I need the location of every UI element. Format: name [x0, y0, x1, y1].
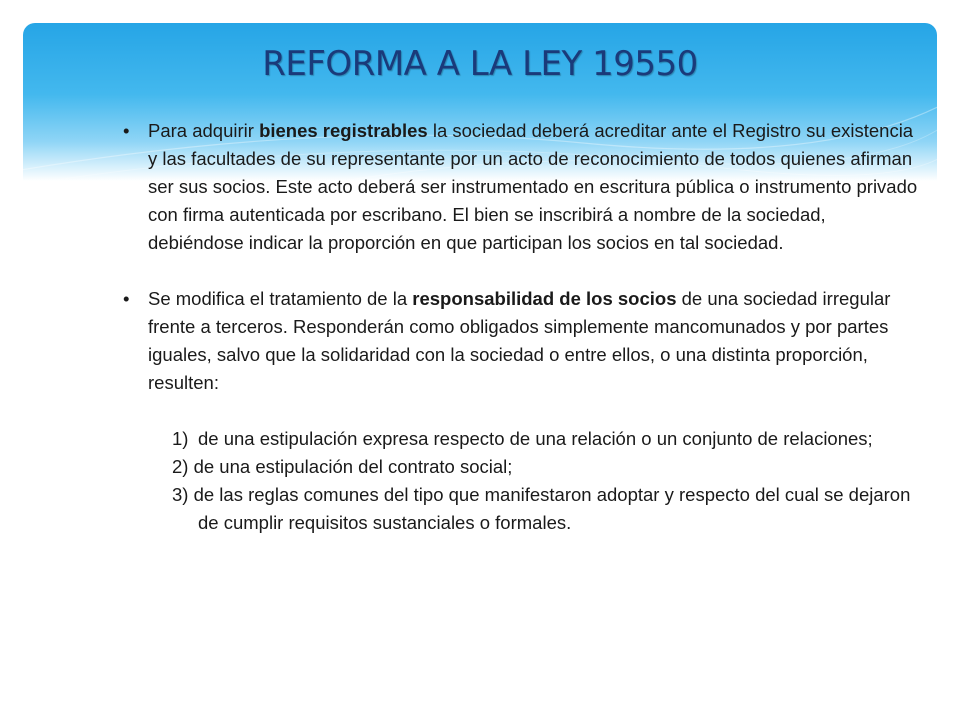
bullet-marker: •: [123, 288, 130, 309]
bullet-text-lead: Para adquirir: [148, 120, 260, 141]
bullet-text-bold: bienes registrables: [259, 120, 428, 141]
numbered-list: [120, 425, 920, 537]
list-item-number: 3): [172, 484, 189, 505]
bullet-bienes-registrables: [120, 117, 920, 257]
list-item-1: [172, 425, 920, 453]
list-item-text: de las reglas comunes del tipo que manifestaron adoptar y respecto del cual se dejaron de cumplir requisitos sustanciales o formales.: [193, 484, 911, 533]
list-item-number: 1): [172, 428, 189, 449]
list-item-number: 2): [172, 456, 189, 477]
list-item-text: de una estipulación del contrato social;: [193, 456, 513, 477]
bullet-text-lead: Se modifica el tratamiento de la: [148, 288, 413, 309]
slide-title: REFORMA A LA LEY 19550: [262, 44, 698, 84]
list-item-3: [172, 481, 920, 537]
bullet-text-rest: de una sociedad irregular frente a terceros. Responderán como obligados simplemente mancomunados y por partes iguales, salvo que la solidaridad con la sociedad o entre ellos, o una distinta proporción, resulten:: [148, 288, 891, 393]
bullet-responsabilidad-socios: [120, 285, 920, 397]
slide-body: [120, 117, 920, 537]
bullet-text-rest: la sociedad deberá acreditar ante el Registro su existencia y las facultades de su representante por un acto de reconocimiento de todos quienes afirman ser sus socios. Este acto deberá ser instrumentado en escritura pública o instrumento privado con firma autenticada por escribano. El bien se inscribirá a nombre de la sociedad, debiéndose indicar la proporción en que participan los socios en tal sociedad.: [148, 120, 918, 253]
bullet-text-bold: responsabilidad de los socios: [412, 288, 677, 309]
list-item-2: [172, 453, 920, 481]
list-item-text: de una estipulación expresa respecto de una relación o un conjunto de relaciones;: [198, 428, 873, 449]
bullet-marker: •: [123, 120, 130, 141]
